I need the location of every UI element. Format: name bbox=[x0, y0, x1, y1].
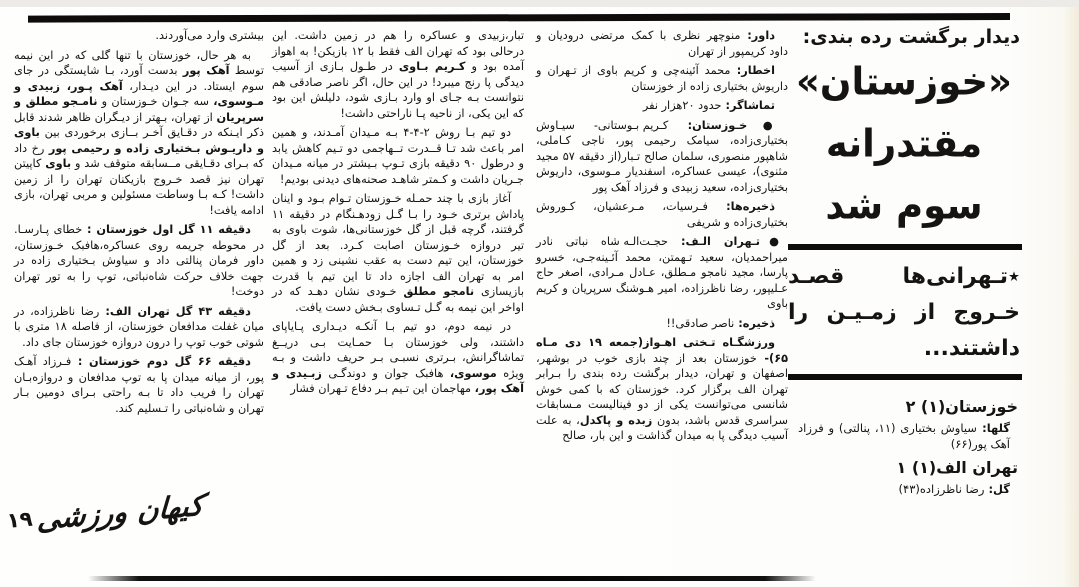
text-run: منوچهر نظری با کمک مرتضی درودیان و داود کریمپور از تهران bbox=[536, 29, 788, 58]
article-paragraph bbox=[272, 125, 524, 187]
headline-column bbox=[788, 23, 1020, 502]
headline-line-1: «خوزستان» bbox=[796, 59, 1012, 104]
home-team-score: خوزستان(۱) ۲ bbox=[905, 397, 1018, 416]
away-goal-scorers bbox=[798, 481, 1010, 497]
subhead-line-2: خـروج از زمـیـن را bbox=[788, 300, 1020, 325]
article-paragraph bbox=[14, 304, 264, 351]
headline-line-3: سوم شد bbox=[825, 183, 983, 228]
article-column-right bbox=[536, 28, 788, 448]
article-paragraph bbox=[14, 222, 264, 300]
article-paragraph bbox=[272, 191, 524, 315]
text-run: به هر حال، خوزستان با تنها گلی که در این نیمه توسط bbox=[14, 48, 264, 77]
text-run: تماشاگر: bbox=[721, 99, 775, 112]
headline-line-2: مقتدرانه bbox=[825, 121, 983, 166]
masthead-signature bbox=[5, 487, 205, 538]
text-run: زبده و پاکدل bbox=[579, 413, 653, 427]
text-run: تبار،زبیدی و عساکره را هم در زمین داشت. این درحالی بود که تهران الف فقط با ۱۲ بازیکن! به اهواز آمده بود و bbox=[272, 29, 525, 73]
text-run: نامـجو مطلق و سرپریان bbox=[14, 95, 264, 124]
text-run: فـرزاد آهـک پور، از میانه میدان پا به توپ مدافعان و دروازه‌بـان تهران را فریب داد تا بـه راحتی بـرای دومین بـار تهران و شاه‌نباتی را تـسلیم کند. bbox=[14, 355, 264, 415]
text-run: موسوی، bbox=[449, 366, 497, 380]
article-paragraph bbox=[14, 28, 264, 44]
top-rule bbox=[28, 13, 1010, 23]
article-paragraph bbox=[536, 335, 788, 444]
text-run: دقیقه ۴۳ گل تهران الف: bbox=[99, 304, 251, 318]
text-run: زبـیدی و آهک پور، bbox=[272, 366, 524, 395]
article-paragraph bbox=[14, 48, 264, 219]
article-paragraph bbox=[536, 118, 788, 196]
subhead-line-1: ٭تـهرانی‌ها قصـد bbox=[788, 264, 1020, 289]
article-paragraph bbox=[536, 316, 788, 332]
text-run: نامجو مطلق bbox=[403, 285, 475, 298]
text-run: ، به علت آسیب دیدگی پا به میدان گذاشت و این بار، صالح bbox=[536, 413, 788, 442]
article-paragraph bbox=[536, 28, 788, 59]
text-run: خوزستان بعد از چند بازی خوب در بوشهر، اصفهان و تهران، دیدار برگشت رده بندی را بـرابر تهران الف برگزار کرد. خوزستان که با کمی خوش شانسی می‌توانست یکی از دو فینالیست مـسابقات سراسری قدس باشد، بدون bbox=[536, 351, 788, 427]
text-run: هافبک جوان و دوندگـی bbox=[321, 366, 450, 380]
text-run: ذخیره‌ها: bbox=[707, 200, 776, 213]
home-goals-label: گلها: bbox=[976, 421, 1010, 435]
text-run: کـریم بـاوی bbox=[398, 60, 466, 73]
home-goals-text: سیاوش بختیاری (۱۱، پنالتی) و فرزاد آهک پور(۶۶) bbox=[798, 421, 1010, 451]
text-run: سه جـوان خـوزستان و bbox=[97, 95, 214, 108]
text-run: در طـول بـازی از آسیب دیدگی پا رنج میبرد! در این حال، اگر ناصر صادقی هم نتوانست بـه جـای او وارد بـازی شود، دلیلش این بود که این یکی، از ناحیه پـا ناراحتی داشت! bbox=[272, 60, 524, 120]
text-run: دقیقه ۱۱ گل اول خوزستان : bbox=[82, 223, 251, 236]
text-run: ●تـهران الـف: bbox=[667, 235, 788, 248]
text-run: خـودی نشان دهـد که در اواخر این نیمه به گـل تـساوی بـخش دست یافت. bbox=[272, 285, 524, 314]
text-run: رخ داد که بـرای دقـایقی مــسابقه متوقف شد و bbox=[14, 141, 264, 170]
away-goals-label: گل: bbox=[984, 482, 1010, 496]
text-run: باوی و داریـوش بـختیاری زاده و رحیمی پور bbox=[14, 126, 264, 155]
article-paragraph bbox=[536, 234, 788, 312]
text-run: دو تیم بـا روش ۲-‏۴-‏۴ بـه مـیدان آمـدند، و همین امر باعث شد تـا قــدرت تــهاجمی دو تـیم کاهش یابد و درطول ۹۰ دقیقه بازی تـوپ بـیشتر در میانه مـیدان جـریان داشت و کـمتر شاهـد صحنه‌های دیدنی بودیم! bbox=[272, 126, 524, 186]
text-run: بدست آورد، بـا شایستگی در جای سوم ایستاد. در این دیـدار، bbox=[14, 64, 264, 93]
text-run: دقیقه ۶۶ گل دوم خوزستان : bbox=[71, 355, 251, 368]
text-run: آغاز بازی با چند حمـله خـوزستان تـوام بـود و اینان پاداش برتری خـود را بـا گـل زودهـنگام در دقیقه ۱۱ گرفتند، گرچه قبل از گل خوزستانی‌ها، شوت باوی به تیر دروازه خـوزستان اصابت کـرد. بعد از گل خوزستان، این تیم دست به عقب نشینی زد و همین امر به تهران الف اجازه داد تا این تیم با قدرت بازیسازی bbox=[272, 192, 524, 298]
text-run: ناصر صادقی!! bbox=[666, 316, 735, 330]
text-run: حجـت‌الـه شاه نباتی نادر میراحمدیان، سعید تـهمتن، محمد آئـینه‌جـی، خسرو پارسا، مجید نامجو مـطلق، عـادل مـرادی، اصغر حاج عـلیپور، رضا ناظرزاده، امیر هـوشنگ سرپریان و کریم باوی bbox=[536, 235, 788, 310]
masthead-title: کیهان ورزشی bbox=[36, 487, 205, 537]
scoreboard bbox=[788, 389, 1020, 497]
text-run: باوی bbox=[45, 157, 72, 170]
headline-divider-bottom bbox=[788, 374, 1022, 380]
text-run: محمد آئینه‌چی و کریم باوی از تـهران و داریوش بختیاری زاده از خوزستان bbox=[536, 64, 788, 93]
masthead-page-number: ۱۹ bbox=[5, 506, 34, 533]
text-run: فـرسیات، مـرعشیان، کـوروش بختیاری‌زاده و شریفی bbox=[536, 200, 788, 229]
article-paragraph bbox=[536, 63, 788, 94]
article-paragraph bbox=[536, 98, 788, 114]
home-goal-scorers bbox=[798, 420, 1010, 452]
text-run: آهک پور bbox=[182, 64, 230, 77]
subhead-line-3: داشتند... bbox=[923, 336, 1020, 361]
text-run: ورزشگـاه تـختی اهـواز(جمعه ۱۹ دی مـاه ۶۵)- bbox=[536, 336, 788, 365]
text-run: مهاجمان این تـیم بـر دفاع تـهران فشار bbox=[290, 382, 475, 395]
text-run: داور: bbox=[740, 29, 775, 42]
article-column-middle bbox=[272, 28, 524, 401]
away-team-score: تهران الف(۱) ۱ bbox=[896, 458, 1018, 477]
headline-divider-top bbox=[788, 244, 1022, 250]
text-run: از تهران، بـهتر از دیـگران ظاهر شدند قابل ذکر ایـنکه در دقـایق آخـر بــازی برخوردی بین bbox=[14, 110, 264, 139]
text-run: خطای پـارسـا. در محوطه جریمه روی عساکره،هافبک خـوزستان، داور فرمان پنالتی داد و سیاوش بـختیاری زاده در جهت خلاف حرکت شاه‌نباتی، توپ را به تور تهران دوخت! bbox=[14, 223, 264, 298]
text-run: رضا ناظرزاده، در میان غفلت مدافعان خوزستان، از فاصله ۱۸ متری با شوتی خوب توپ را درون دروازه خوزستان جای داد. bbox=[14, 304, 264, 349]
text-run: حدود ۲۰هزار نفر bbox=[642, 99, 722, 112]
text-run: کـریم بـوستانی- سیـاوش بختیاری‌زاده، سیامک رحیمی پور، ناجی کـاملی، شاهپور منصوری، سلمان صالح تـبار(از دقیقه ۵۷ مجید مثنوی)، عیسی عساکره، اسفندیار مـوسوی، داریوش بختیاری‌زاده، سعید زبیدی و فرزاد آهک پور bbox=[536, 118, 789, 194]
text-run: در نیمه دوم، دو تیم بـا آنکـه دیـداری پـایاپای داشتند، ولی خوزستان بـا حمـایت بـی دریــغ تماشاگرانش، بـرتری نسبـی بـر حریف داشت و بـه ویژه bbox=[272, 320, 524, 380]
text-run: بیشتری وارد می‌آوردند. bbox=[155, 29, 264, 42]
article-column-left bbox=[14, 28, 264, 420]
article-paragraph bbox=[272, 319, 524, 397]
kicker: دیدار برگشت رده بندی: bbox=[802, 26, 1020, 48]
article-paragraph bbox=[536, 199, 788, 230]
article-paragraph bbox=[14, 354, 264, 416]
bottom-rule bbox=[88, 576, 816, 581]
text-run: آهک پـور، زبیدی و مـوسوی، bbox=[14, 79, 264, 108]
article-paragraph bbox=[272, 28, 524, 121]
text-run: کاپیتن تهران نیز قصد خـروج بازیکنان تهران را از زمین داشت! کـه بـا وساطت مسئولین و مربی تهران، بازی ادامه یافت! bbox=[14, 157, 264, 217]
away-goals-text: رضا ناظرزاده(۴۳) bbox=[898, 482, 985, 496]
text-run: ذخیره: bbox=[734, 316, 775, 330]
text-run: ●خـوزستان: bbox=[668, 118, 788, 132]
text-run: اخطار: bbox=[730, 64, 775, 77]
